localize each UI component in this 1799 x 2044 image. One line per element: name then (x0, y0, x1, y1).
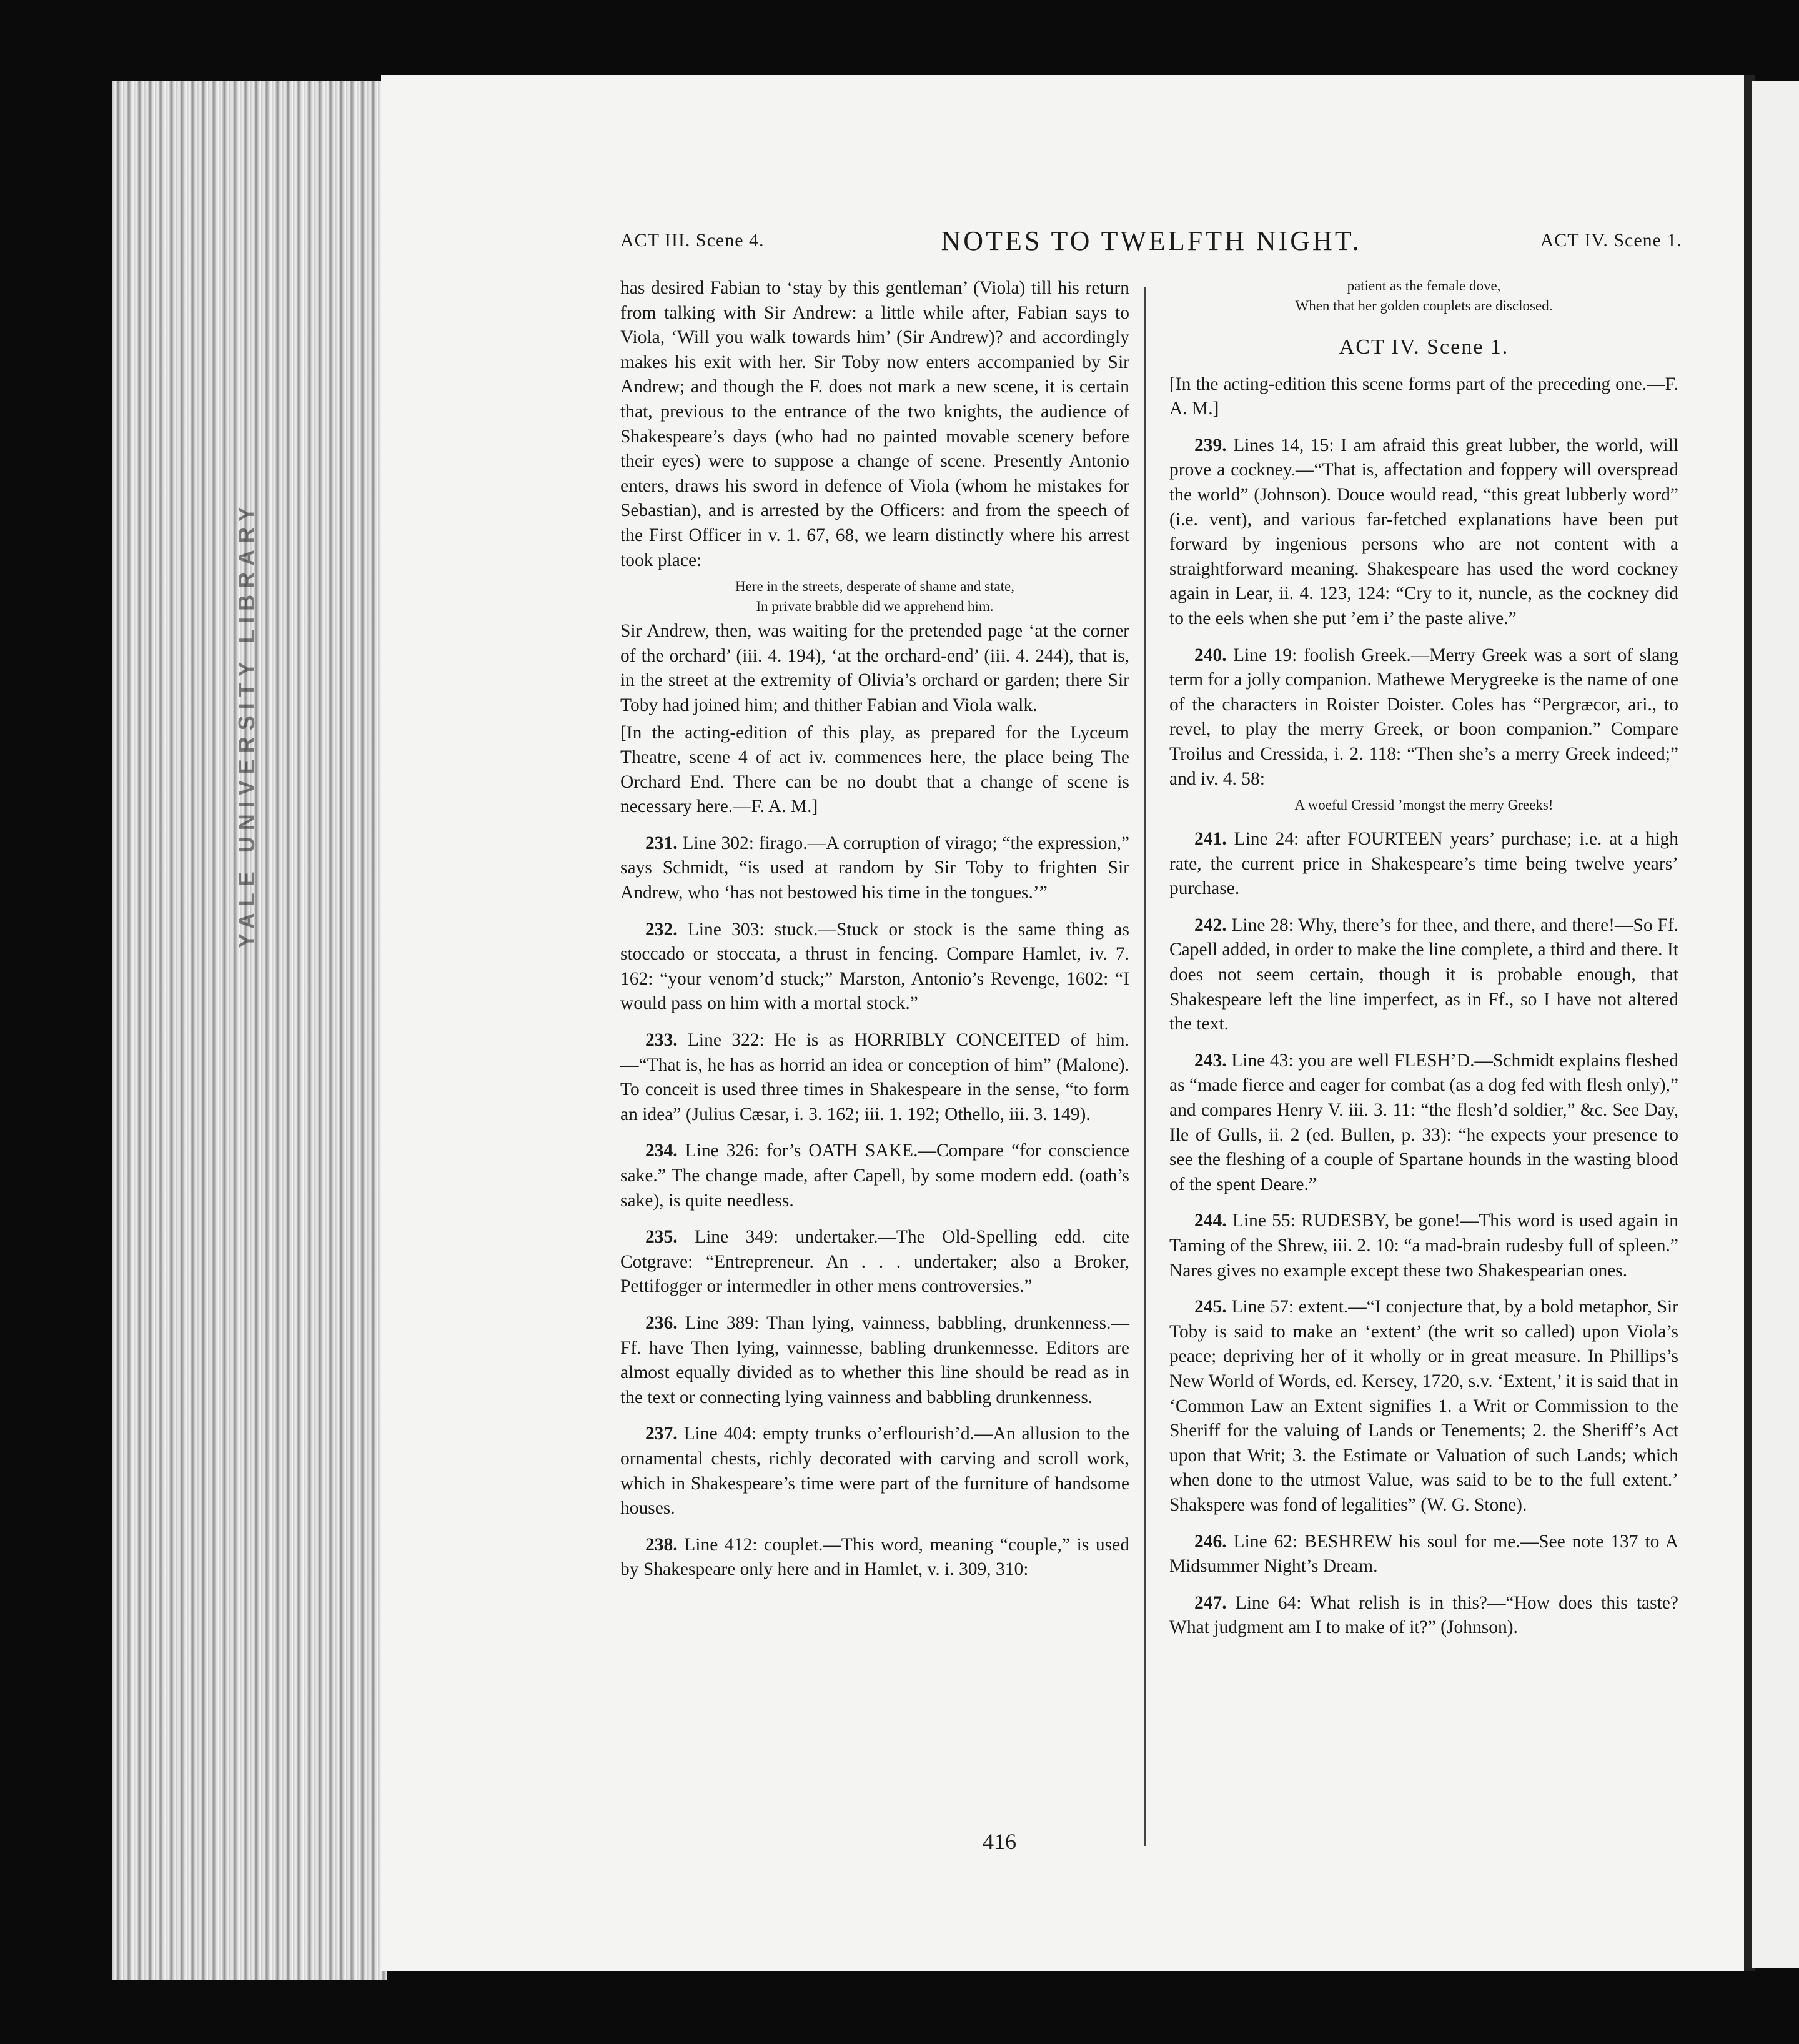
note-236: 236. Line 389: Than lying, vainness, babbling, drunkenness.—Ff. have Then lying, vainnesse, babling drunkennesse. Editors are almost equally divided as to whether this line should be read as in the text or connecting lying vainness and babbling drunkenness. (620, 1312, 1130, 1407)
right-column (1169, 276, 1678, 1640)
adjacent-page-edge (1752, 81, 1799, 1968)
running-head-title: NOTES TO TWELFTH NIGHT. (941, 226, 1362, 256)
note-239: 239. Lines 14, 15: I am afraid this great lubber, the world, will prove a cockney.—“That is, affectation and foppery will overspread the world” (Johnson). Douce would read, “this great lubberly word” (i.e. vent), and various far-fetched explanations have been put forward by ingenious persons who are not content with a straightforward meaning. Shakespeare has used the word cockney again in Lear, ii. 4. 123, 124: “Cry to it, nuncle, as the cockney did to the eels when she put ’em i’ the paste alive.” (1169, 435, 1679, 628)
note-244: 244. Line 55: RUDESBY, be gone!—This word is used again in Taming of the Shrew, iii. 2. 10: “a mad-brain rudesby full of spleen.” Nares gives no example except these two Shakespearian ones. (1169, 1211, 1678, 1281)
verse-quote (1169, 276, 1678, 316)
note-242: 242. Line 28: Why, there’s for thee, and there, and there!—So Ff. Capell added, in order to make the line complete, a third and there. It does not seem certain, though it is probable enough, that Shakespeare left the line imperfect, as in Ff., so I have not altered the text. (1169, 915, 1678, 1034)
note-247: 247. Line 64: What relish is in this?—“How does this taste? What judgment am I to make of it?” (Johnson). (1169, 1592, 1678, 1638)
quote-line: Here in the streets, desperate of shame and state, (735, 578, 1015, 595)
note-246: 246. Line 62: BESHREW his soul for me.—See note 137 to A Midsummer Night’s Dream. (1169, 1531, 1679, 1577)
editorial-note: [In the acting-edition of this play, as prepared for the Lyceum Theatre, scene 4 of act iv. commences here, the place being The Orchard End. There can be no doubt that a change of scene is necessary here.—F. A. M.] (620, 722, 1129, 817)
running-head-right: ACT IV. Scene 1. (1540, 230, 1682, 251)
verse-quote: A woeful Cressid ’mongst the merry Greeks! (1294, 797, 1554, 813)
note-235: 235. Line 349: undertaker.—The Old-Spelling edd. cite Cotgrave: “Entrepreneur. An . . . undertaker; also a Broker, Pettifogger or intermedler in other mens controversies.” (620, 1227, 1130, 1297)
scene-heading: ACT IV. Scene 1. (1339, 335, 1509, 359)
quote-line: When that her golden couplets are disclosed. (1295, 298, 1553, 314)
note-238: 238. Line 412: couplet.—This word, meaning “couple,” is used by Shakespeare only here and in Hamlet, v. i. 309, 310: (620, 1534, 1130, 1580)
note-231: 231. Line 302: firago.—A corruption of virago; “the expression,” says Schmidt, “is used at random by Sir Toby to frighten Sir Andrew, who ‘has not bestowed his time in the tongues.’” (620, 833, 1130, 903)
note-234: 234. Line 326: for’s OATH SAKE.—Compare “for conscience sake.” The change made, after Capell, by some modern edd. (oath’s sake), is quite needless. (620, 1141, 1129, 1211)
note-232: 232. Line 303: stuck.—Stuck or stock is the same thing as stoccado or stoccata, a thrust in fencing. Compare Hamlet, iv. 7. 162: “your venom’d stuck;” Marston, Antonio’s Revenge, 1602: “I would pass on him with a mortal stock.” (620, 919, 1129, 1014)
note-243: 243. Line 43: you are well FLESH’D.—Schmidt explains fleshed as “made fierce and eager for combat (as a dog fed with flesh only),” and compares Henry V. iii. 3. 11: “the flesh’d soldier,” &c. See Day, Ile of Gulls, ii. 2 (ed. Bullen, p. 33): “he expects your presence to see the fleshing of a couple of Spartane hounds in the wasting blood of the spent Deare.” (1169, 1050, 1678, 1194)
quote-line: patient as the female dove, (1347, 278, 1501, 294)
note-233: 233. Line 322: He is as HORRIBLY CONCEITED of him.—“That is, he has as horrid an idea or conception of him” (Malone). To conceit is used three times in Shakespeare in the sense, “to form an idea” (Julius Cæsar, i. 3. 162; iii. 1. 192; Othello, iii. 3. 149). (620, 1030, 1129, 1124)
page-number: 416 (983, 1829, 1016, 1854)
library-stamp: YALE UNIVERSITY LIBRARY (234, 500, 259, 949)
continuation-paragraph: Sir Andrew, then, was waiting for the pretended page ‘at the corner of the orchard’ (iii. 4. 194), ‘at the orchard-end’ (iii. 4. 244), that is, in the street at the extremity of Olivia’s orchard or garden; there Sir Toby had joined him; and thither Fabian and Viola walk. (620, 621, 1129, 715)
note-237: 237. Line 404: empty trunks o’erflourish’d.—An allusion to the ornamental chests, richly decorated with carving and scroll work, which in Shakespeare’s time were part of the furniture of handsome houses. (620, 1424, 1129, 1519)
column-divider (1144, 287, 1146, 1846)
quote-line: In private brabble did we apprehend him. (756, 598, 994, 615)
note-245: 245. Line 57: extent.—“I conjecture that, by a bold metaphor, Sir Toby is said to make an ‘extent’ (the writ so called) upon Viola’s peace; depriving her of it wholly or in great measure. In Phillips’s New World of Words, ed. Kersey, 1720, s.v. ‘Extent,’ it is said that in ‘Common Law an Extent signifies 1. a Writ or Commission to the Sheriff for the valuing of Lands or Tenements; 2. the Sheriff’s Act upon that Writ; 3. the Estimate or Valuation of such Lands; which when done to the utmost Value, was said to be to the full extent.’ Shakspere was fond of legalities” (W. G. Stone). (1169, 1297, 1679, 1515)
note-240: 240. Line 19: foolish Greek.—Merry Greek was a sort of slang term for a jolly companion. Mathewe Merygreeke is the name of one of the characters in Roister Doister. Coles has “Pergræcor, ari., to revel, to play the merry Greek, or boon companion.” Compare Troilus and Cressida, i. 2. 118: “Then she’s a merry Greek indeed;” and iv. 4. 58: (1169, 645, 1679, 789)
left-column (620, 276, 1129, 1582)
running-head-left: ACT III. Scene 4. (620, 230, 765, 251)
book-page (381, 75, 1752, 1971)
note-241: 241. Line 24: after FOURTEEN years’ purchase; i.e. at a high rate, the current price in Shakespeare’s time being twelve years’ purchase. (1169, 829, 1678, 899)
editorial-note: [In the acting-edition this scene forms part of the preceding one.—F. A. M.] (1169, 374, 1678, 419)
opening-paragraph: has desired Fabian to ‘stay by this gentleman’ (Viola) till his return from talking with Sir Andrew: a little while after, Fabian says to Viola, ‘Will you walk towards him’ (Sir Andrew)? and accordingly makes his exit with her. Sir Toby now enters accompanied by Sir Andrew; and though the F. does not mark a new scene, it is certain that, previous to the entrance of the two knights, the audience of Shakespeare’s days (who had no painted movable scenery before their eyes) were to suppose a change of scene. Presently Antonio enters, draws his sword in defence of Viola (whom he mistakes for Sebastian), and is arrested by the Officers: and from the speech of the First Officer in v. 1. 67, 68, we learn distinctly where his arrest took place: (620, 278, 1129, 570)
running-head (620, 225, 1682, 262)
verse-quote (620, 577, 1129, 617)
